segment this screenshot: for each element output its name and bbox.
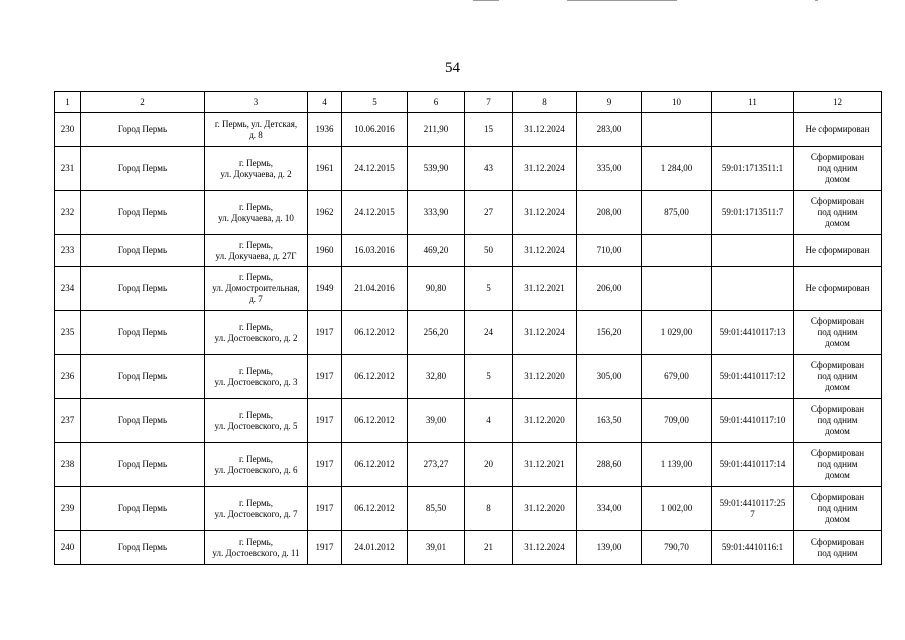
table-cell: 710,00 (577, 235, 642, 267)
table-cell: Город Пермь (81, 399, 205, 443)
table-body (55, 113, 882, 565)
table-cell (642, 235, 712, 267)
table-row (55, 399, 882, 443)
table-cell: 59:01:4410117:14 (712, 443, 794, 487)
table-cell: 1917 (308, 355, 342, 399)
scan-artifact (567, 0, 677, 1)
table-cell: 06.12.2012 (342, 443, 408, 487)
table-cell: 206,00 (577, 267, 642, 311)
page-number: 54 (445, 60, 460, 76)
table-cell: 43 (465, 147, 513, 191)
table-cell: 20 (465, 443, 513, 487)
table-cell: 235 (55, 311, 81, 355)
table-cell: 1 284,00 (642, 147, 712, 191)
table-cell: 24.12.2015 (342, 191, 408, 235)
table-cell: 39,01 (408, 531, 465, 565)
table-cell: 27 (465, 191, 513, 235)
table-cell: Не сформирован (794, 113, 882, 147)
table-cell: 4 (465, 399, 513, 443)
column-header: 2 (81, 92, 205, 113)
table-cell: 156,20 (577, 311, 642, 355)
table-cell: 239 (55, 487, 81, 531)
table-cell: Сформирован под одним домом (794, 191, 882, 235)
table-cell: Город Пермь (81, 235, 205, 267)
table-cell: г. Пермь, ул. Достоевского, д. 6 (205, 443, 308, 487)
table-cell: 709,00 (642, 399, 712, 443)
table-cell: 211,90 (408, 113, 465, 147)
table-cell: Город Пермь (81, 443, 205, 487)
column-header: 4 (308, 92, 342, 113)
table-row (55, 355, 882, 399)
table-cell: 31.12.2020 (513, 355, 577, 399)
table-cell: 31.12.2021 (513, 443, 577, 487)
table-cell: 334,00 (577, 487, 642, 531)
column-header: 9 (577, 92, 642, 113)
table-cell: 90,80 (408, 267, 465, 311)
table-cell (712, 267, 794, 311)
table-cell (642, 113, 712, 147)
table-cell: 39,00 (408, 399, 465, 443)
column-header: 7 (465, 92, 513, 113)
table-cell: Город Пермь (81, 311, 205, 355)
table-cell: 237 (55, 399, 81, 443)
table-row (55, 531, 882, 565)
table-cell: 5 (465, 355, 513, 399)
table-cell: 21.04.2016 (342, 267, 408, 311)
table-cell: 234 (55, 267, 81, 311)
column-header: 3 (205, 92, 308, 113)
table-cell: 335,00 (577, 147, 642, 191)
table-cell: 1917 (308, 399, 342, 443)
table-cell: 1961 (308, 147, 342, 191)
table-cell: Город Пермь (81, 531, 205, 565)
table-cell: 31.12.2024 (513, 235, 577, 267)
table-cell: 288,60 (577, 443, 642, 487)
table-cell: г. Пермь, ул. Домостроительная, д. 7 (205, 267, 308, 311)
table-cell: г. Пермь, ул. Достоевского, д. 2 (205, 311, 308, 355)
table-cell: 238 (55, 443, 81, 487)
table-cell: 31.12.2024 (513, 147, 577, 191)
table-cell: 283,00 (577, 113, 642, 147)
table-cell: 31.12.2024 (513, 531, 577, 565)
table-cell: 50 (465, 235, 513, 267)
table-cell: 24.12.2015 (342, 147, 408, 191)
table-cell: 59:01:4410117:25 7 (712, 487, 794, 531)
table-cell: 240 (55, 531, 81, 565)
table-cell: Не сформирован (794, 267, 882, 311)
table-cell: 59:01:4410116:1 (712, 531, 794, 565)
table-cell: 31.12.2024 (513, 191, 577, 235)
table-cell: 32,80 (408, 355, 465, 399)
table-cell: 469,20 (408, 235, 465, 267)
table-cell: г. Пермь, ул. Докучаева, д. 10 (205, 191, 308, 235)
table-cell: г. Пермь, ул. Достоевского, д. 3 (205, 355, 308, 399)
table-cell: 1936 (308, 113, 342, 147)
header-row (55, 92, 882, 113)
table-cell: 1 002,00 (642, 487, 712, 531)
table-cell: Сформирован под одним домом (794, 443, 882, 487)
table-cell: 230 (55, 113, 81, 147)
table-cell: 208,00 (577, 191, 642, 235)
table-row (55, 443, 882, 487)
table-cell: 31.12.2021 (513, 267, 577, 311)
table-cell: 139,00 (577, 531, 642, 565)
table-cell: Город Пермь (81, 113, 205, 147)
table-cell: 85,50 (408, 487, 465, 531)
table-cell: 31.12.2024 (513, 113, 577, 147)
table-cell: Не сформирован (794, 235, 882, 267)
table-cell: 10.06.2016 (342, 113, 408, 147)
table-cell: 31.12.2020 (513, 487, 577, 531)
column-header: 12 (794, 92, 882, 113)
table-cell: 59:01:4410117:10 (712, 399, 794, 443)
table-cell: Сформирован под одним домом (794, 147, 882, 191)
table-cell: 790,70 (642, 531, 712, 565)
table-cell: 1960 (308, 235, 342, 267)
table-row (55, 147, 882, 191)
table-row (55, 311, 882, 355)
table-cell: г. Пермь, ул. Достоевского, д. 11 (205, 531, 308, 565)
table-cell: Сформирован под одним (794, 531, 882, 565)
column-header: 6 (408, 92, 465, 113)
table-cell (712, 235, 794, 267)
table-cell: 256,20 (408, 311, 465, 355)
table-cell: 21 (465, 531, 513, 565)
table-cell: г. Пермь, ул. Докучаева, д. 27Г (205, 235, 308, 267)
table-cell: 231 (55, 147, 81, 191)
table-cell: 163,50 (577, 399, 642, 443)
table-cell: 1917 (308, 443, 342, 487)
data-table (54, 91, 882, 565)
column-header: 5 (342, 92, 408, 113)
table-cell: 59:01:4410117:12 (712, 355, 794, 399)
table-cell: 06.12.2012 (342, 311, 408, 355)
table-cell: г. Пермь, ул. Достоевского, д. 7 (205, 487, 308, 531)
table-cell: 679,00 (642, 355, 712, 399)
table-cell: 1917 (308, 487, 342, 531)
table-cell: Город Пермь (81, 147, 205, 191)
table-cell: 1 029,00 (642, 311, 712, 355)
table-cell: 1917 (308, 531, 342, 565)
table-cell: Город Пермь (81, 191, 205, 235)
table-cell: 232 (55, 191, 81, 235)
column-header: 1 (55, 92, 81, 113)
table-row (55, 487, 882, 531)
table-cell: Сформирован под одним домом (794, 355, 882, 399)
scan-artifact (473, 0, 499, 1)
table-cell: 333,90 (408, 191, 465, 235)
table-cell: 1962 (308, 191, 342, 235)
table-cell: г. Пермь, ул. Докучаева, д. 2 (205, 147, 308, 191)
table-cell: 59:01:1713511:7 (712, 191, 794, 235)
table-cell: 236 (55, 355, 81, 399)
table-cell: г. Пермь, ул. Детская, д. 8 (205, 113, 308, 147)
table-cell: 5 (465, 267, 513, 311)
table-cell: Город Пермь (81, 267, 205, 311)
table-row (55, 267, 882, 311)
table-cell: 273,27 (408, 443, 465, 487)
table-cell: 8 (465, 487, 513, 531)
table-cell: 1 139,00 (642, 443, 712, 487)
table-cell: 06.12.2012 (342, 487, 408, 531)
column-header: 10 (642, 92, 712, 113)
table-cell: 16.03.2016 (342, 235, 408, 267)
table-cell: 31.12.2020 (513, 399, 577, 443)
table-cell: 24.01.2012 (342, 531, 408, 565)
table-row (55, 113, 882, 147)
table-cell (642, 267, 712, 311)
table-row (55, 191, 882, 235)
table-cell: г. Пермь, ул. Достоевского, д. 5 (205, 399, 308, 443)
table-cell: Сформирован под одним домом (794, 399, 882, 443)
table-cell: 305,00 (577, 355, 642, 399)
table-cell: Сформирован под одним домом (794, 311, 882, 355)
table-cell: Город Пермь (81, 355, 205, 399)
table-cell: 06.12.2012 (342, 355, 408, 399)
table-cell: 875,00 (642, 191, 712, 235)
table-cell: 539,90 (408, 147, 465, 191)
table-cell: 24 (465, 311, 513, 355)
table-cell: 1917 (308, 311, 342, 355)
table-cell: 59:01:1713511:1 (712, 147, 794, 191)
table-cell: 59:01:4410117:13 (712, 311, 794, 355)
column-header: 11 (712, 92, 794, 113)
column-header: 8 (513, 92, 577, 113)
table-cell: 15 (465, 113, 513, 147)
table-cell: Город Пермь (81, 487, 205, 531)
table-cell: Сформирован под одним домом (794, 487, 882, 531)
table-cell (712, 113, 794, 147)
table-cell: 31.12.2024 (513, 311, 577, 355)
scan-artifact (815, 0, 818, 1)
table-cell: 06.12.2012 (342, 399, 408, 443)
table-cell: 1949 (308, 267, 342, 311)
table-cell: 233 (55, 235, 81, 267)
table-row (55, 235, 882, 267)
